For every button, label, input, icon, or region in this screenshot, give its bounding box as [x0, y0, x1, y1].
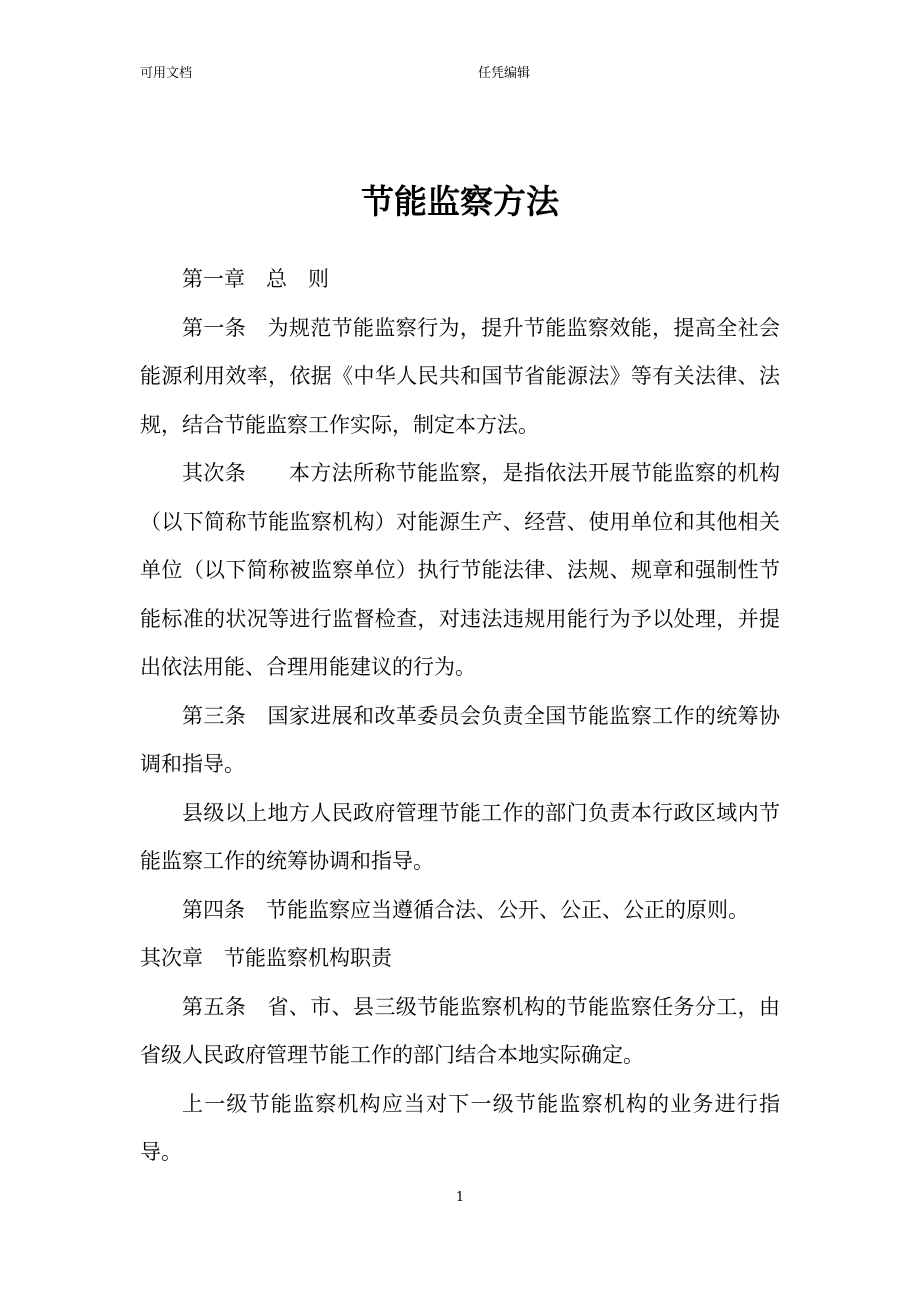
article-2: 其次条 本方法所称节能监察，是指依法开展节能监察的机构（以下简称节能监察机构）对能源生产、经营、使用单位和其他相关单位（以下简称被监察单位）执行节能法律、法规、规章和强制性节能标准的状况等进行监督检查，对违法违规用能行为予以处理，并提出依法用能、合理用能建议的行为。: [140, 461, 780, 679]
page-number: 1: [455, 1190, 465, 1205]
article-3: 第三条 国家进展和改革委员会负责全国节能监察工作的统筹协调和指导。: [140, 703, 780, 776]
article-5: 第五条 省、市、县三级节能监察机构的节能监察任务分工，由省级人民政府管理节能工作的部门结合本地实际确定。: [140, 994, 780, 1067]
document-title: 节能监察方法: [361, 182, 559, 221]
header-left-text: 可用文档: [140, 66, 193, 81]
article-1: 第一条 为规范节能监察行为，提升节能监察效能，提高全社会能源利用效率，依据《中华人民共和国节省能源法》等有关法律、法规，结合节能监察工作实际，制定本方法。: [140, 315, 780, 437]
article-5-paragraph-2: 上一级节能监察机构应当对下一级节能监察机构的业务进行指导。: [140, 1091, 780, 1164]
chapter-2-heading: 其次章 节能监察机构职责: [140, 946, 392, 970]
document-body: [140, 255, 780, 1177]
header-center-text: 任凭编辑: [478, 66, 531, 81]
article-3-paragraph-2: 县级以上地方人民政府管理节能工作的部门负责本行政区域内节能监察工作的统筹协调和指导。: [140, 800, 780, 873]
article-4: 第四条 节能监察应当遵循合法、公开、公正、公正的原则。: [182, 897, 749, 922]
chapter-1-heading: 第一章 总 则: [182, 267, 329, 291]
